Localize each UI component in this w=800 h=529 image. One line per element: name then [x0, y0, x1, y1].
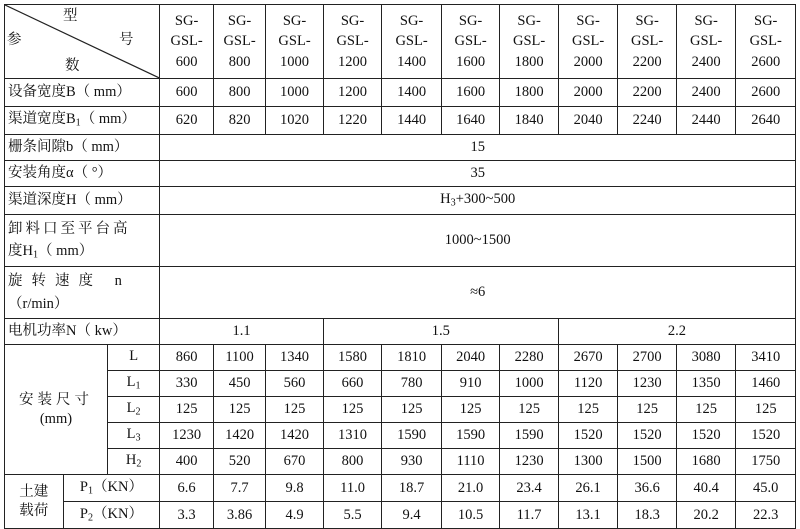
- value-cell: 930: [382, 449, 442, 475]
- value-cell: 125: [558, 397, 618, 423]
- model-header: SG- GSL- 1000: [266, 5, 324, 79]
- value-cell: 450: [213, 371, 265, 397]
- install-size-row: [5, 449, 796, 475]
- model-header: SG- GSL- 2400: [676, 5, 736, 79]
- value-cell: 4.9: [266, 502, 324, 529]
- value-cell: 600: [160, 79, 213, 107]
- civil-load-row: [5, 502, 796, 529]
- value-cell: 18.3: [618, 502, 677, 529]
- install-size-row: [5, 423, 796, 449]
- value-cell: 45.0: [736, 475, 796, 502]
- value-cell: 1000: [266, 79, 324, 107]
- corner-count-label: 数: [65, 58, 80, 74]
- value-cell: 18.7: [382, 475, 442, 502]
- model-header: SG- GSL- 2000: [558, 5, 618, 79]
- corner-diagonal: [5, 5, 159, 78]
- value-cell: 400: [160, 449, 213, 475]
- rotation-speed-row: [5, 267, 796, 319]
- value-cell: 13.1: [558, 502, 618, 529]
- channel-depth-label: 渠道深度H（ mm）: [5, 187, 160, 215]
- value-cell: 5.5: [323, 502, 382, 529]
- value-cell: 1590: [441, 423, 500, 449]
- value-cell: 1520: [736, 423, 796, 449]
- value-cell: 11.0: [323, 475, 382, 502]
- model-header: SG- GSL- 600: [160, 5, 213, 79]
- motor-power-row: [5, 319, 796, 345]
- value-cell: 2200: [618, 79, 677, 107]
- value-cell: 560: [266, 371, 324, 397]
- value-cell: 3.3: [160, 502, 213, 529]
- value-cell: 2700: [618, 345, 677, 371]
- value-cell: 1420: [213, 423, 265, 449]
- motor-power-label: 电机功率N（ kw）: [5, 319, 160, 345]
- value-cell: 1120: [558, 371, 618, 397]
- header-row: [5, 5, 796, 79]
- install-size-row: [5, 345, 796, 371]
- value-cell: 125: [441, 397, 500, 423]
- value-cell: 2600: [736, 79, 796, 107]
- install-size-row: [5, 371, 796, 397]
- value-cell: 780: [382, 371, 442, 397]
- value-cell: 1300: [558, 449, 618, 475]
- install-angle-row: [5, 161, 796, 187]
- model-header: SG- GSL- 800: [213, 5, 265, 79]
- value-cell: 800: [323, 449, 382, 475]
- value-cell: 660: [323, 371, 382, 397]
- value-cell: 1440: [382, 107, 442, 135]
- model-header: SG- GSL- 1800: [500, 5, 559, 79]
- value-cell: 2240: [618, 107, 677, 135]
- value-cell: 21.0: [441, 475, 500, 502]
- channel-depth-value: $H_3+300\sim 500$: [160, 187, 796, 215]
- model-header: SG- GSL- 1400: [382, 5, 442, 79]
- value-cell: 1590: [382, 423, 442, 449]
- value-cell: 2400: [676, 79, 736, 107]
- value-cell: 2040: [441, 345, 500, 371]
- value-cell: 1750: [736, 449, 796, 475]
- value-cell: 1350: [676, 371, 736, 397]
- value-cell: 620: [160, 107, 213, 135]
- value-cell: 125: [676, 397, 736, 423]
- value-cell: 40.4: [676, 475, 736, 502]
- value-cell: 1020: [266, 107, 324, 135]
- value-cell: 1460: [736, 371, 796, 397]
- value-cell: 9.4: [382, 502, 442, 529]
- value-cell: 1520: [618, 423, 677, 449]
- value-cell: 125: [323, 397, 382, 423]
- load-key: $P_1(KN)$: [63, 475, 160, 502]
- value-cell: 1580: [323, 345, 382, 371]
- value-cell: 1340: [266, 345, 324, 371]
- value-cell: 1600: [441, 79, 500, 107]
- value-cell: 125: [382, 397, 442, 423]
- value-cell: 1110: [441, 449, 500, 475]
- dimension-key: $L_2$: [107, 397, 159, 423]
- install-angle-label: 安装角度α（ °）: [5, 161, 160, 187]
- corner-num-label: 号: [119, 32, 134, 48]
- value-cell: 1500: [618, 449, 677, 475]
- value-cell: 2640: [736, 107, 796, 135]
- install-size-row: [5, 397, 796, 423]
- value-cell: 1420: [266, 423, 324, 449]
- value-cell: 9.8: [266, 475, 324, 502]
- model-header: SG- GSL- 1200: [323, 5, 382, 79]
- rotation-speed-value: ≈6: [160, 267, 796, 319]
- value-cell: 520: [213, 449, 265, 475]
- install-angle-value: 35: [160, 161, 796, 187]
- value-cell: 125: [160, 397, 213, 423]
- value-cell: 1520: [676, 423, 736, 449]
- motor-power-value: 1.1: [160, 319, 323, 345]
- bar-spacing-label: 栅条间隙b（ mm）: [5, 135, 160, 161]
- channel-depth-row: [5, 187, 796, 215]
- value-cell: 2040: [558, 107, 618, 135]
- value-cell: 1520: [558, 423, 618, 449]
- dimension-key: $L_3$: [107, 423, 159, 449]
- value-cell: 1200: [323, 79, 382, 107]
- rotation-speed-label: 旋转速度 n （r/min）: [5, 267, 160, 319]
- corner-type-label: 型: [63, 8, 78, 24]
- value-cell: 125: [618, 397, 677, 423]
- value-cell: 1220: [323, 107, 382, 135]
- value-cell: 20.2: [676, 502, 736, 529]
- channel-width-row: [5, 107, 796, 135]
- device-width-label: 设备宽度B（ mm）: [5, 79, 160, 107]
- bar-spacing-row: [5, 135, 796, 161]
- value-cell: 3.86: [213, 502, 265, 529]
- value-cell: 330: [160, 371, 213, 397]
- value-cell: 820: [213, 107, 265, 135]
- install-size-label: 安装尺寸 (mm): [5, 345, 108, 475]
- value-cell: 1230: [160, 423, 213, 449]
- motor-power-value: 2.2: [558, 319, 795, 345]
- discharge-height-value: 1000~1500: [160, 215, 796, 267]
- value-cell: 125: [266, 397, 324, 423]
- corner-param-label: 参: [7, 32, 22, 48]
- value-cell: 10.5: [441, 502, 500, 529]
- channel-width-label: 渠道宽度$B_1$（ mm）: [5, 107, 160, 135]
- value-cell: 1640: [441, 107, 500, 135]
- corner-cell: [5, 5, 160, 79]
- value-cell: 2280: [500, 345, 559, 371]
- value-cell: 860: [160, 345, 213, 371]
- value-cell: 26.1: [558, 475, 618, 502]
- model-header: SG- GSL- 2200: [618, 5, 677, 79]
- value-cell: 910: [441, 371, 500, 397]
- value-cell: 1800: [500, 79, 559, 107]
- value-cell: 1680: [676, 449, 736, 475]
- value-cell: 1000: [500, 371, 559, 397]
- device-width-row: [5, 79, 796, 107]
- spec-table: [4, 4, 796, 529]
- value-cell: 125: [213, 397, 265, 423]
- value-cell: 1840: [500, 107, 559, 135]
- value-cell: 11.7: [500, 502, 559, 529]
- dimension-key: $L_1$: [107, 371, 159, 397]
- value-cell: 1400: [382, 79, 442, 107]
- value-cell: 1100: [213, 345, 265, 371]
- dimension-key: L: [107, 345, 159, 371]
- value-cell: 3080: [676, 345, 736, 371]
- value-cell: 1230: [500, 449, 559, 475]
- value-cell: 1810: [382, 345, 442, 371]
- civil-load-row: [5, 475, 796, 502]
- discharge-height-label: 卸料口至平台高 度$H_1$（ mm）: [5, 215, 160, 267]
- value-cell: 23.4: [500, 475, 559, 502]
- value-cell: 1230: [618, 371, 677, 397]
- value-cell: 2440: [676, 107, 736, 135]
- discharge-height-row: [5, 215, 796, 267]
- value-cell: 125: [500, 397, 559, 423]
- value-cell: 125: [736, 397, 796, 423]
- dimension-key: $H_2$: [107, 449, 159, 475]
- value-cell: 1590: [500, 423, 559, 449]
- value-cell: 36.6: [618, 475, 677, 502]
- value-cell: 1310: [323, 423, 382, 449]
- value-cell: 7.7: [213, 475, 265, 502]
- model-header: SG- GSL- 1600: [441, 5, 500, 79]
- value-cell: 2000: [558, 79, 618, 107]
- civil-load-label: 土建 载荷: [5, 475, 64, 529]
- value-cell: 670: [266, 449, 324, 475]
- bar-spacing-value: 15: [160, 135, 796, 161]
- value-cell: 800: [213, 79, 265, 107]
- model-header: SG- GSL- 2600: [736, 5, 796, 79]
- value-cell: 6.6: [160, 475, 213, 502]
- value-cell: 22.3: [736, 502, 796, 529]
- motor-power-value: 1.5: [323, 319, 558, 345]
- load-key: $P_2(KN)$: [63, 502, 160, 529]
- value-cell: 3410: [736, 345, 796, 371]
- value-cell: 2670: [558, 345, 618, 371]
